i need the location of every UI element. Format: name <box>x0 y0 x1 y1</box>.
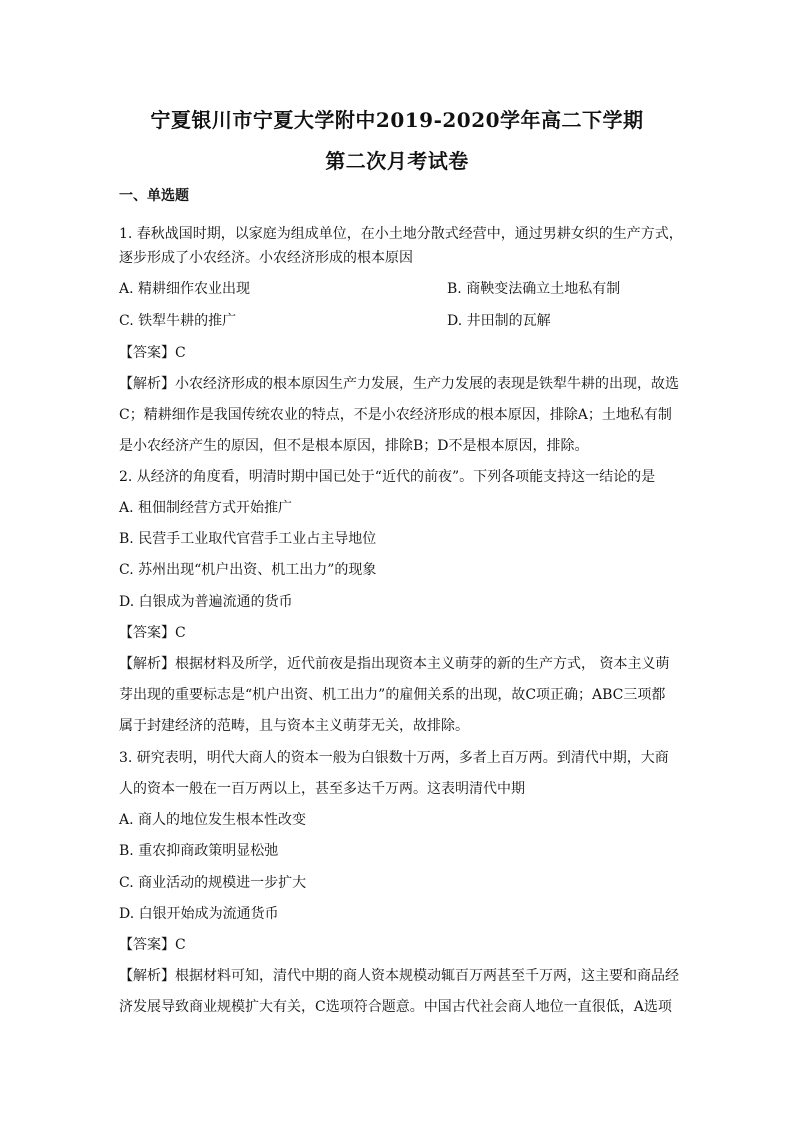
q1-stem-line1: 1. 春秋战国时期，以家庭为组成单位，在小土地分散式经营中，通过男耕女织的生产方式， <box>119 226 683 242</box>
q2-answer: 【答案】C <box>119 625 186 641</box>
q1-analysis-line1: 【解析】小农经济形成的根本原因生产力发展，生产力发展的表现是铁犁牛耕的出现，故选 <box>119 376 679 392</box>
q2-option-b: B. 民营手工业取代官营手工业占主导地位 <box>119 531 377 547</box>
q2-option-c: C. 苏州出现“机户出资、机工出力”的现象 <box>119 562 377 578</box>
q3-answer: 【答案】C <box>119 937 186 953</box>
q2-stem-line1: 2. 从经济的角度看，明清时期中国已处于“近代的前夜”。下列各项能支持这一结论的是 <box>119 469 656 485</box>
q1-option-d: D. 井田制的瓦解 <box>447 313 551 329</box>
section-heading: 一、单选题 <box>119 188 189 204</box>
q1-option-c: C. 铁犁牛耕的推广 <box>119 313 237 329</box>
q1-option-b: B. 商鞅变法确立土地私有制 <box>447 281 621 297</box>
document-title-line2: 第二次月考试卷 <box>325 149 469 173</box>
q2-option-a: A. 租佃制经营方式开始推广 <box>119 500 293 516</box>
q2-analysis-line3: 属于封建经济的范畴，且与资本主义萌芽无关，故排除。 <box>119 718 469 734</box>
q3-option-b: B. 重农抑商政策明显松弛 <box>119 843 279 859</box>
q1-stem-line2: 逐步形成了小农经济。小农经济形成的根本原因 <box>119 250 413 266</box>
q1-option-a: A. 精耕细作农业出现 <box>119 281 251 297</box>
q1-analysis-line2: C；精耕细作是我国传统农业的特点，不是小农经济形成的根本原因，排除A；土地私有制 <box>119 407 672 423</box>
q3-option-c: C. 商业活动的规模进一步扩大 <box>119 875 307 891</box>
q3-analysis-line2: 济发展导致商业规模扩大有关，C选项符合题意。中国古代社会商人地位一直很低，A选项 <box>119 999 672 1015</box>
q3-analysis-line1: 【解析】根据材料可知，清代中期的商人资本规模动辄百万两甚至千万两，这主要和商品经 <box>119 968 679 984</box>
q3-option-d: D. 白银开始成为流通货币 <box>119 906 279 922</box>
q2-analysis-line2: 芽出现的重要标志是“机户出资、机工出力”的雇佣关系的出现，故C项正确；ABC三项都 <box>119 687 666 703</box>
q3-option-a: A. 商人的地位发生根本性改变 <box>119 812 307 828</box>
q2-analysis-line1: 【解析】根据材料及所学，近代前夜是指出现资本主义萌芽的新的生产方式， 资本主义萌 <box>119 656 670 672</box>
q3-stem-line1: 3. 研究表明，明代大商人的资本一般为白银数十万两，多者上百万两。到清代中期，大商 <box>119 750 669 766</box>
q1-answer: 【答案】C <box>119 345 186 361</box>
q1-analysis-line3: 是小农经济产生的原因，但不是根本原因，排除B；D不是根本原因，排除。 <box>119 438 589 454</box>
q2-option-d: D. 白银成为普遍流通的货币 <box>119 594 293 610</box>
document-title-line1: 宁夏银川市宁夏大学附中2019-2020学年高二下学期 <box>150 108 644 132</box>
q3-stem-line2: 人的资本一般在一百万两以上，甚至多达千万两。这表明清代中期 <box>119 781 525 797</box>
